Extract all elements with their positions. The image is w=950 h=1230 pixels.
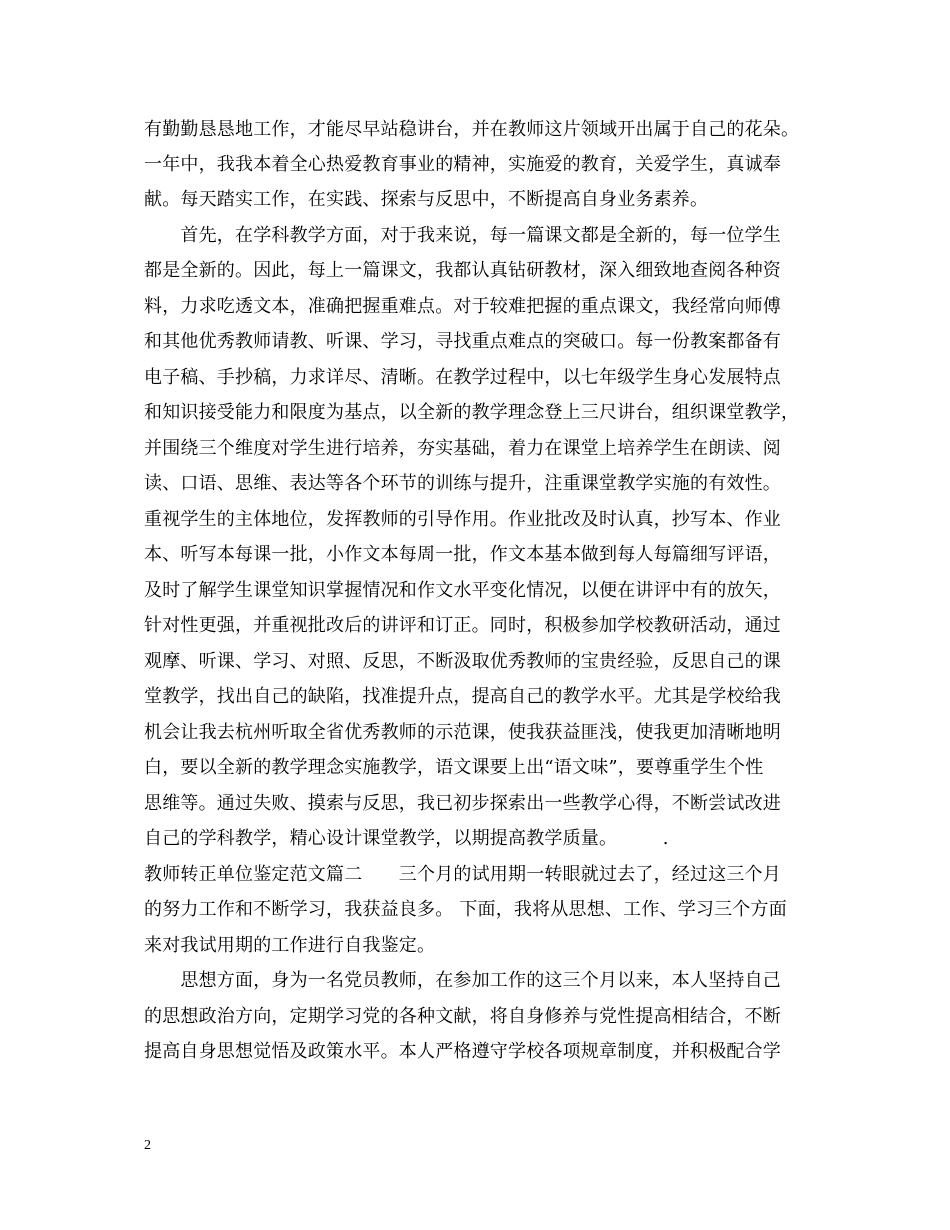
paragraph-first-line: 首先，在学科教学方面，对于我来说，每一篇课文都是全新的，每一位学生: [144, 225, 781, 246]
text-line: 自己的学科教学，精心设计课堂教学，以期提高教学质量。 .: [144, 828, 669, 849]
text-line: 堂教学，找出自己的缺陷，找准提升点，提高自己的教学水平。尤其是学校给我: [144, 686, 781, 707]
text-line: 都是全新的。因此，每上一篇课文，我都认真钻研教材，深入细致地查阅各种资: [144, 260, 781, 281]
text-line: 针对性更强，并重视批改后的讲评和订正。同时，积极参加学校教研活动，通过: [144, 615, 781, 636]
text-line: 献。每天踏实工作，在实践、探索与反思中，不断提高自身业务素养。: [144, 189, 709, 210]
text-line: 提高自身思想觉悟及政策水平。本人严格遵守学校各项规章制度，并积极配合学: [144, 1041, 781, 1062]
text-line: 料，力求吃透文本，准确把握重难点。对于较难把握的重点课文，我经常向师傅: [144, 296, 781, 317]
text-line: 思维等。通过失败、摸索与反思，我已初步探索出一些教学心得，不断尝试改进: [144, 793, 781, 814]
text-line: 一年中，我我本着全心热爱教育事业的精神，实施爱的教育，关爱学生，真诚奉: [144, 154, 781, 175]
text-line: 本、听写本每课一批，小作文本每周一批，作文本基本做到每人每篇细写评语，: [144, 544, 781, 565]
text-line: 有勤勤恳恳地工作，才能尽早站稳讲台，并在教师这片领域开出属于自己的花朵。: [144, 119, 800, 140]
text-line: 并围绕三个维度对学生进行培养，夯实基础，着力在课堂上培养学生在朗读、阅: [144, 438, 781, 459]
page-number: 2: [144, 1138, 151, 1153]
text-line: 电子稿、手抄稿，力求详尽、清晰。在教学过程中，以七年级学生身心发展特点: [144, 367, 781, 388]
text-line: 读、口语、思维、表达等各个环节的训练与提升，注重课堂教学实施的有效性。: [144, 473, 781, 494]
text-line: 机会让我去杭州听取全省优秀教师的示范课，使我获益匪浅，使我更加清晰地明: [144, 722, 781, 743]
section-heading-line: 教师转正单位鉴定范文篇二 三个月的试用期一转眼就过去了，经过这三个月: [144, 864, 781, 885]
paragraph-first-line: 思想方面，身为一名党员教师，在参加工作的这三个月以来，本人坚持自己: [144, 970, 781, 991]
text-line: 和知识接受能力和限度为基点，以全新的教学理念登上三尺讲台，组织课堂教学，: [144, 402, 800, 423]
text-line: 和其他优秀教师请教、听课、学习，寻找重点难点的突破口。每一份教案都备有: [144, 331, 781, 352]
text-line: 重视学生的主体地位，发挥教师的引导作用。作业批改及时认真，抄写本、作业: [144, 509, 781, 530]
text-line: 及时了解学生课堂知识掌握情况和作文水平变化情况，以便在讲评中有的放矢，: [144, 580, 781, 601]
text-line: 的努力工作和不断学习，我获益良多。 下面，我将从思想、工作、学习三个方面: [144, 899, 787, 920]
text-line: 的思想政治方向，定期学习党的各种文献，将自身修养与党性提高相结合，不断: [144, 1006, 781, 1027]
text-line: 观摩、听课、学习、对照、反思，不断汲取优秀教师的宝贵经验，反思自己的课: [144, 651, 781, 672]
text-line: 来对我试用期的工作进行自我鉴定。: [144, 935, 436, 956]
text-line: 白，要以全新的教学理念实施教学，语文课要上出“语文味”，要尊重学生个性: [144, 757, 764, 778]
